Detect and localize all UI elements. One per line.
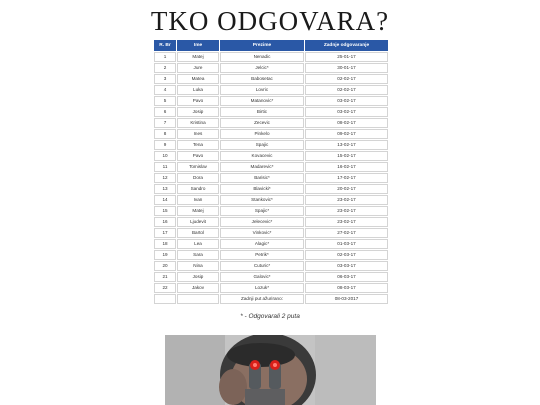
first-name-cell: Luka [177,85,219,95]
row-number-cell: 17 [154,228,176,238]
row-number-cell: 10 [154,151,176,161]
row-number-cell: 9 [154,140,176,150]
footer-empty-cell [177,294,219,304]
row-number-cell: 6 [154,107,176,117]
table-row [154,239,388,249]
row-number-cell: 15 [154,206,176,216]
last-answered-cell: 23-02-17 [305,217,388,227]
first-name-cell: Sandro [177,184,219,194]
first-name-cell: Matej [177,52,219,62]
footer-empty-cell [154,294,176,304]
last-name-cell: Birtic [220,107,304,117]
row-number-cell: 8 [154,129,176,139]
last-answered-cell: 30-01-17 [305,63,388,73]
row-number-cell: 12 [154,173,176,183]
row-number-cell: 3 [154,74,176,84]
last-answered-cell: 27-02-17 [305,228,388,238]
last-answered-cell: 20-02-17 [305,184,388,194]
last-name-cell: Blavicki* [220,184,304,194]
footnote: * - Odgovarali 2 puta [240,313,300,320]
row-number-cell: 13 [154,184,176,194]
table-row [154,261,388,271]
last-answered-cell: 17-02-17 [305,173,388,183]
first-name-cell: Pavo [177,96,219,106]
first-name-cell: Ivan [177,195,219,205]
row-number-cell: 2 [154,63,176,73]
row-number-cell: 16 [154,217,176,227]
table-header-row [154,40,388,51]
header-number: R. Br [154,40,176,51]
table-row [154,195,388,205]
first-name-cell: Nina [177,261,219,271]
row-number-cell: 21 [154,272,176,282]
first-name-cell: Pavo [177,151,219,161]
last-name-cell: Lovric [220,85,304,95]
last-answered-cell: 23-02-17 [305,195,388,205]
last-name-cell: Lozuk* [220,283,304,293]
last-name-cell: Spajic [220,140,304,150]
row-number-cell: 4 [154,85,176,95]
last-answered-cell: 09-02-17 [305,129,388,139]
page-title: TKO ODGOVARA? [150,6,390,36]
table-row [154,52,388,62]
last-name-cell: Petrik* [220,250,304,260]
first-name-cell: Bartol [177,228,219,238]
last-answered-cell: 25-01-17 [305,52,388,62]
last-name-cell: Spajic* [220,206,304,216]
first-name-cell: Ljudevit [177,217,219,227]
table-row [154,217,388,227]
last-answered-cell: 08-03-17 [305,283,388,293]
last-updated-label: Zadnji put ažurirano: [220,294,304,304]
table-row [154,96,388,106]
last-answered-cell: 06-03-17 [305,272,388,282]
answer-schedule-table [153,39,389,305]
table-row [154,283,388,293]
meme-photo-illustration [165,335,376,405]
last-answered-cell: 02-03-17 [305,250,388,260]
last-name-cell: Nenadic [220,52,304,62]
table-row [154,63,388,73]
last-name-cell: Zecevic [220,118,304,128]
table-row [154,107,388,117]
last-answered-cell: 03-02-17 [305,96,388,106]
last-name-cell: Stankovic* [220,195,304,205]
first-name-cell: Tomislav [177,162,219,172]
last-name-cell: Matanovic* [220,96,304,106]
table-row [154,228,388,238]
header-last-answered: Zadnje odgovaranje [305,40,388,51]
row-number-cell: 18 [154,239,176,249]
last-answered-cell: 02-02-17 [305,85,388,95]
table-row [154,184,388,194]
table-row [154,140,388,150]
last-name-cell: Barisic* [220,173,304,183]
last-name-cell: Cuturic* [220,261,304,271]
last-answered-cell: 15-02-17 [305,151,388,161]
last-answered-cell: 01-03-17 [305,239,388,249]
row-number-cell: 14 [154,195,176,205]
last-updated-value: 08-03-2017 [305,294,388,304]
first-name-cell: Josip [177,272,219,282]
last-name-cell: Kovacevic [220,151,304,161]
last-answered-cell: 03-03-17 [305,261,388,271]
row-number-cell: 20 [154,261,176,271]
last-name-cell: Jelcic* [220,63,304,73]
first-name-cell: Jure [177,63,219,73]
last-answered-cell: 02-02-17 [305,74,388,84]
table-row [154,162,388,172]
table-row [154,250,388,260]
row-number-cell: 5 [154,96,176,106]
row-number-cell: 22 [154,283,176,293]
table-footer-row [154,294,388,304]
last-answered-cell: 03-02-17 [305,107,388,117]
last-name-cell: Alagic* [220,239,304,249]
first-name-cell: Dora [177,173,219,183]
last-answered-cell: 23-02-17 [305,206,388,216]
last-answered-cell: 08-02-17 [305,118,388,128]
row-number-cell: 1 [154,52,176,62]
last-answered-cell: 16-02-17 [305,162,388,172]
last-name-cell: Galovic* [220,272,304,282]
first-name-cell: Lea [177,239,219,249]
first-name-cell: Kristina [177,118,219,128]
first-name-cell: Ines [177,129,219,139]
table-row [154,151,388,161]
last-name-cell: Babosetac [220,74,304,84]
first-name-cell: Matej [177,206,219,216]
table-row [154,272,388,282]
table-row [154,206,388,216]
table-row [154,118,388,128]
row-number-cell: 11 [154,162,176,172]
last-name-cell: Jelecevic* [220,217,304,227]
last-name-cell: Madarevic* [220,162,304,172]
first-name-cell: Matea [177,74,219,84]
table-row [154,85,388,95]
header-first-name: Ime [177,40,219,51]
table-row [154,129,388,139]
first-name-cell: Jakov [177,283,219,293]
first-name-cell: Josip [177,107,219,117]
table-row [154,74,388,84]
table-row [154,173,388,183]
first-name-cell: Sara [177,250,219,260]
last-name-cell: Pinkelo [220,129,304,139]
row-number-cell: 7 [154,118,176,128]
header-last-name: Prezime [220,40,304,51]
last-name-cell: Vinkovic* [220,228,304,238]
row-number-cell: 19 [154,250,176,260]
meme-photo [165,335,376,405]
first-name-cell: Tena [177,140,219,150]
last-answered-cell: 13-02-17 [305,140,388,150]
